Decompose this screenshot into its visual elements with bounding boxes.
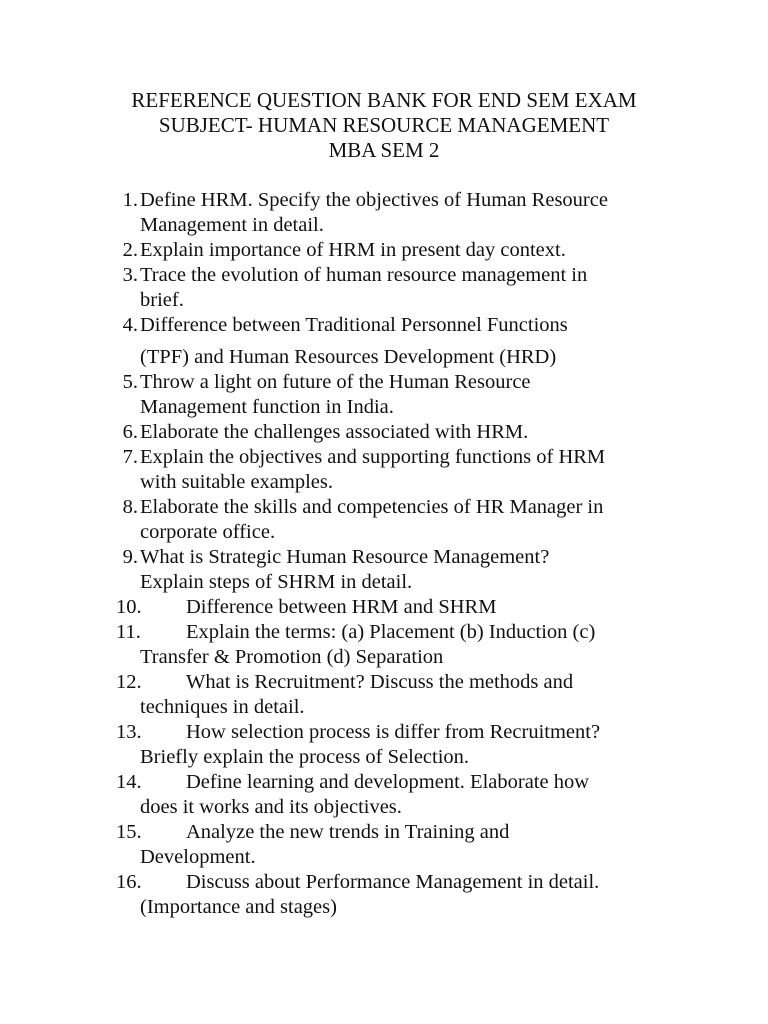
question-text-continued: Development. — [140, 846, 256, 868]
question-item — [110, 313, 750, 370]
question-text-continued: corporate office. — [140, 521, 276, 543]
question-item — [110, 670, 750, 720]
question-text: Difference between HRM and SHRM — [186, 596, 497, 618]
document-header — [0, 88, 768, 163]
question-item — [110, 770, 750, 820]
question-item — [110, 420, 750, 445]
question-item — [110, 495, 750, 545]
question-number: 6. — [122, 421, 138, 443]
question-text: Define learning and development. Elaborate how — [186, 771, 590, 793]
question-number: 13. — [116, 721, 142, 743]
header-title: REFERENCE QUESTION BANK FOR END SEM EXAM — [131, 88, 637, 112]
question-text-continued: Explain steps of SHRM in detail. — [140, 571, 413, 593]
question-text: What is Recruitment? Discuss the methods and — [186, 671, 574, 693]
question-number: 8. — [122, 496, 138, 518]
question-number: 2. — [122, 239, 138, 261]
question-text: Analyze the new trends in Training and — [186, 821, 510, 843]
question-number: 7. — [122, 446, 138, 468]
question-text: Elaborate the challenges associated with HRM. — [140, 421, 529, 443]
question-text-continued: with suitable examples. — [140, 471, 333, 493]
question-item — [110, 620, 750, 670]
question-number: 14. — [116, 771, 142, 793]
question-number: 5. — [122, 371, 138, 393]
question-item — [110, 545, 750, 595]
question-item — [110, 263, 750, 313]
question-text-continued: techniques in detail. — [140, 696, 305, 718]
question-number: 4. — [122, 314, 138, 336]
question-text-continued: Briefly explain the process of Selection. — [140, 746, 470, 768]
question-text-continued: brief. — [140, 289, 184, 311]
question-number: 16. — [116, 871, 142, 893]
question-text: Discuss about Performance Management in detail. — [186, 871, 600, 893]
question-list — [110, 188, 750, 920]
question-number: 15. — [116, 821, 142, 843]
question-text: Explain importance of HRM in present day context. — [140, 239, 566, 261]
question-text: Trace the evolution of human resource management in — [140, 264, 588, 286]
question-number: 10. — [116, 596, 142, 618]
header-semester: MBA SEM 2 — [328, 138, 440, 162]
question-text: Difference between Traditional Personnel Functions — [140, 314, 568, 336]
question-item — [110, 870, 750, 920]
question-item — [110, 595, 750, 620]
question-text: Elaborate the skills and competencies of HR Manager in — [140, 496, 604, 518]
question-item — [110, 720, 750, 770]
question-text-continued: Transfer & Promotion (d) Separation — [140, 646, 444, 668]
question-number: 3. — [122, 264, 138, 286]
question-text: Explain the terms: (a) Placement (b) Induction (c) — [186, 621, 596, 643]
question-text: Throw a light on future of the Human Resource — [140, 371, 531, 393]
question-number: 11. — [116, 621, 141, 643]
question-text: How selection process is differ from Recruitment? — [186, 721, 601, 743]
question-number: 12. — [116, 671, 142, 693]
question-number: 1. — [122, 189, 138, 211]
question-item — [110, 820, 750, 870]
question-text-continued: (Importance and stages) — [140, 896, 337, 918]
question-item — [110, 370, 750, 420]
question-text: Define HRM. Specify the objectives of Human Resource — [140, 189, 608, 211]
question-text-continued: Management function in India. — [140, 396, 394, 418]
question-text-continued: (TPF) and Human Resources Development (HRD) — [140, 346, 557, 368]
question-text: Explain the objectives and supporting functions of HRM — [140, 446, 606, 468]
question-text: What is Strategic Human Resource Management? — [140, 546, 550, 568]
question-item — [110, 445, 750, 495]
question-item — [110, 238, 750, 263]
question-text-continued: Management in detail. — [140, 214, 324, 236]
header-subject: SUBJECT- HUMAN RESOURCE MANAGEMENT — [158, 113, 610, 137]
question-item — [110, 188, 750, 238]
question-text-continued: does it works and its objectives. — [140, 796, 402, 818]
question-number: 9. — [122, 546, 138, 568]
